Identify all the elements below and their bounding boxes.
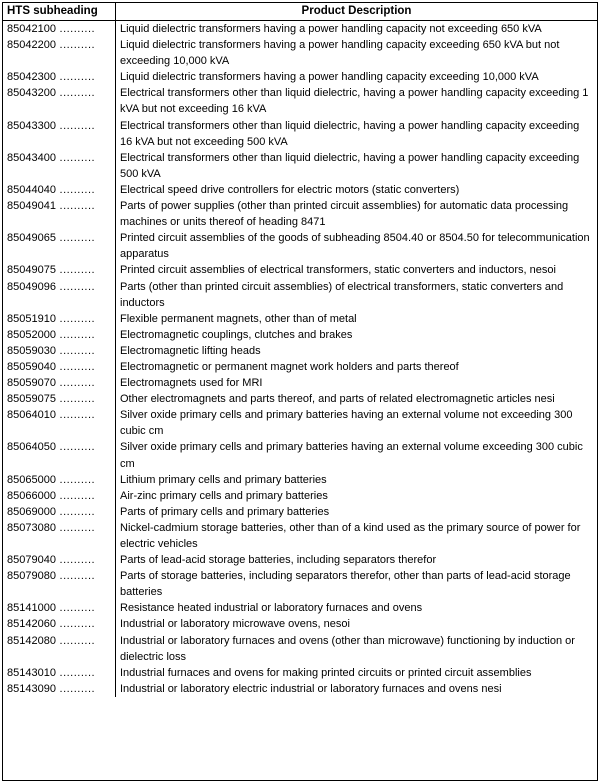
hts-code-cell: [3, 391, 116, 407]
hts-code-cell: [3, 311, 116, 327]
hts-code: 85049096: [7, 280, 56, 293]
hts-code: 85049075: [7, 264, 56, 277]
leader-dots: ..........: [55, 183, 96, 196]
leader-dots: ..........: [55, 280, 96, 293]
product-description: Parts of storage batteries, including separators therefor, other than parts of lead-acid storage batteries: [120, 570, 571, 599]
table-row: [3, 391, 597, 407]
leader-dots: ..........: [55, 232, 96, 245]
table-row: [3, 633, 597, 665]
leader-dots: ..........: [55, 489, 96, 502]
product-description: Electrical transformers other than liquid dielectric, having a power handling capacity exceeding 1 kVA but not exceeding 16 kVA: [120, 87, 589, 116]
table-row: [3, 600, 597, 616]
header-product-description: Product Description: [301, 5, 412, 17]
table-row: [3, 504, 597, 520]
hts-code-cell: [3, 520, 116, 552]
table-row: [3, 520, 597, 552]
hts-code-cell: [3, 279, 116, 311]
table-row: [3, 552, 597, 568]
product-description: Parts (other than printed circuit assemblies) of electrical transformers, static converters and inductors: [120, 280, 564, 309]
table-row: [3, 311, 597, 327]
hts-code-cell: [3, 327, 116, 343]
leader-dots: ..........: [55, 87, 96, 100]
hts-code: 85065000: [7, 473, 56, 486]
hts-code: 85142060: [7, 618, 56, 631]
hts-code-cell: [3, 616, 116, 632]
hts-code: 85143090: [7, 682, 56, 695]
leader-dots: ..........: [55, 473, 96, 486]
leader-dots: ..........: [55, 71, 96, 84]
product-description: Other electromagnets and parts thereof, and parts of related electromagnetic articles nesi: [120, 393, 555, 406]
leader-dots: ..........: [55, 39, 96, 52]
leader-dots: ..........: [55, 360, 96, 373]
product-description: Nickel-cadmium storage batteries, other than of a kind used as the primary source of power for electric vehicles: [120, 521, 581, 550]
hts-code-cell: [3, 182, 116, 198]
hts-code: 85052000: [7, 328, 56, 341]
hts-code: 85141000: [7, 602, 56, 615]
product-description: Liquid dielectric transformers having a power handling capacity exceeding 650 kVA but not exceeding 10,000 kVA: [120, 39, 560, 68]
table-row: [3, 439, 597, 471]
table-header: [3, 3, 597, 21]
product-description: Industrial furnaces and ovens for making printed circuits or printed circuit assemblies: [120, 666, 532, 679]
hts-code: 85043400: [7, 151, 56, 164]
hts-code: 85142080: [7, 634, 56, 647]
leader-dots: ..........: [55, 602, 96, 615]
table-row: [3, 568, 597, 600]
product-description: Printed circuit assemblies of the goods of subheading 8504.40 or 8504.50 for telecommunication apparatus: [120, 232, 590, 261]
table-row: [3, 85, 597, 117]
leader-dots: ..........: [55, 328, 96, 341]
leader-dots: ..........: [55, 409, 96, 422]
table-row: [3, 681, 597, 697]
hts-code: 85042200: [7, 39, 56, 52]
hts-code: 85042300: [7, 71, 56, 84]
hts-code-cell: [3, 343, 116, 359]
table-row: [3, 488, 597, 504]
table-row: [3, 327, 597, 343]
leader-dots: ..........: [55, 312, 96, 325]
hts-code-cell: [3, 665, 116, 681]
product-description: Industrial or laboratory microwave ovens, nesoi: [120, 618, 350, 631]
hts-code-cell: [3, 681, 116, 697]
hts-code-cell: [3, 552, 116, 568]
hts-code: 85143010: [7, 666, 56, 679]
hts-code-cell: [3, 504, 116, 520]
table-row: [3, 198, 597, 230]
table-row: [3, 21, 597, 37]
table-row: [3, 665, 597, 681]
leader-dots: ..........: [55, 344, 96, 357]
hts-code-cell: [3, 198, 116, 230]
hts-code: 85042100: [7, 23, 56, 35]
product-description: Electrical speed drive controllers for electric motors (static converters): [120, 183, 460, 196]
hts-code: 85043200: [7, 87, 56, 100]
table-row: [3, 69, 597, 85]
table-row: [3, 150, 597, 182]
leader-dots: ..........: [55, 377, 96, 390]
hts-code: 85059075: [7, 393, 56, 406]
hts-code: 85049041: [7, 200, 56, 213]
leader-dots: ..........: [55, 521, 96, 534]
header-hts-subheading: HTS subheading: [3, 3, 116, 20]
hts-code-cell: [3, 37, 116, 69]
hts-code: 85044040: [7, 183, 56, 196]
product-description: Electrical transformers other than liquid dielectric, having a power handling capacity exceeding 16 kVA but not exceeding 500 kVA: [120, 119, 580, 148]
product-description: Electromagnetic couplings, clutches and brakes: [120, 328, 353, 341]
hts-code-cell: [3, 600, 116, 616]
leader-dots: ..........: [55, 393, 96, 406]
table-row: [3, 230, 597, 262]
hts-code-cell: [3, 69, 116, 85]
leader-dots: ..........: [55, 264, 96, 277]
product-description: Silver oxide primary cells and primary batteries having an external volume exceeding 300 cubic cm: [120, 441, 583, 470]
hts-code: 85079080: [7, 570, 56, 583]
leader-dots: ..........: [55, 682, 96, 695]
product-description: Electromagnetic or permanent magnet work holders and parts thereof: [120, 360, 459, 373]
product-description: Electrical transformers other than liquid dielectric, having a power handling capacity exceeding 500 kVA: [120, 151, 580, 180]
hts-code-cell: [3, 375, 116, 391]
table-row: [3, 375, 597, 391]
product-description: Flexible permanent magnets, other than of metal: [120, 312, 357, 325]
leader-dots: ..........: [55, 634, 96, 647]
hts-code: 85059030: [7, 344, 56, 357]
hts-code: 85066000: [7, 489, 56, 502]
product-description: Electromagnets used for MRI: [120, 377, 263, 390]
product-description: Parts of power supplies (other than printed circuit assemblies) for automatic data processing machines or units thereof of heading 8471: [120, 200, 569, 229]
product-description: Silver oxide primary cells and primary batteries having an external volume not exceeding 300 cubic cm: [120, 409, 573, 438]
leader-dots: ..........: [55, 200, 96, 213]
hts-code: 85064050: [7, 441, 56, 454]
hts-code-cell: [3, 439, 116, 471]
product-description: Air-zinc primary cells and primary batteries: [120, 489, 328, 502]
table-row: [3, 616, 597, 632]
hts-code-cell: [3, 568, 116, 600]
product-description: Electromagnetic lifting heads: [120, 344, 261, 357]
hts-code: 85073080: [7, 521, 56, 534]
table-row: [3, 343, 597, 359]
hts-code-cell: [3, 150, 116, 182]
table-row: [3, 359, 597, 375]
leader-dots: ..........: [55, 618, 96, 631]
hts-code: 85043300: [7, 119, 56, 132]
leader-dots: ..........: [55, 505, 96, 518]
hts-code-cell: [3, 262, 116, 278]
hts-code: 85059070: [7, 377, 56, 390]
leader-dots: ..........: [55, 570, 96, 583]
product-description: Liquid dielectric transformers having a power handling capacity not exceeding 650 kVA: [120, 23, 542, 35]
product-description: Industrial or laboratory furnaces and ovens (other than microwave) functioning by induction or dielectric loss: [120, 634, 575, 663]
hts-code: 85069000: [7, 505, 56, 518]
hts-code-cell: [3, 472, 116, 488]
leader-dots: ..........: [55, 23, 96, 35]
table-row: [3, 37, 597, 69]
hts-code: 85064010: [7, 409, 56, 422]
hts-code-cell: [3, 407, 116, 439]
product-description: Liquid dielectric transformers having a power handling capacity exceeding 10,000 kVA: [120, 71, 539, 84]
leader-dots: ..........: [55, 666, 96, 679]
leader-dots: ..........: [55, 119, 96, 132]
table-row: [3, 472, 597, 488]
leader-dots: ..........: [55, 441, 96, 454]
product-description: Lithium primary cells and primary batteries: [120, 473, 327, 486]
leader-dots: ..........: [55, 151, 96, 164]
product-description: Printed circuit assemblies of electrical transformers, static converters and inductors, nesoi: [120, 264, 556, 277]
hts-code-cell: [3, 633, 116, 665]
product-description: Parts of lead-acid storage batteries, including separators therefor: [120, 554, 437, 567]
product-description: Industrial or laboratory electric industrial or laboratory furnaces and ovens nesi: [120, 682, 502, 695]
hts-code-cell: [3, 85, 116, 117]
hts-code: 85079040: [7, 554, 56, 567]
hts-code-cell: [3, 488, 116, 504]
hts-code-cell: [3, 230, 116, 262]
hts-code-cell: [3, 21, 116, 37]
table-row: [3, 279, 597, 311]
table-row: [3, 118, 597, 150]
product-description: Resistance heated industrial or laboratory furnaces and ovens: [120, 602, 423, 615]
hts-code-cell: [3, 359, 116, 375]
hts-code: 85051910: [7, 312, 56, 325]
table-row: [3, 182, 597, 198]
hts-table: [2, 2, 598, 781]
hts-code: 85059040: [7, 360, 56, 373]
leader-dots: ..........: [55, 554, 96, 567]
table-row: [3, 407, 597, 439]
table-body: [3, 21, 597, 697]
hts-code: 85049065: [7, 232, 56, 245]
table-row: [3, 262, 597, 278]
product-description: Parts of primary cells and primary batteries: [120, 505, 330, 518]
hts-code-cell: [3, 118, 116, 150]
